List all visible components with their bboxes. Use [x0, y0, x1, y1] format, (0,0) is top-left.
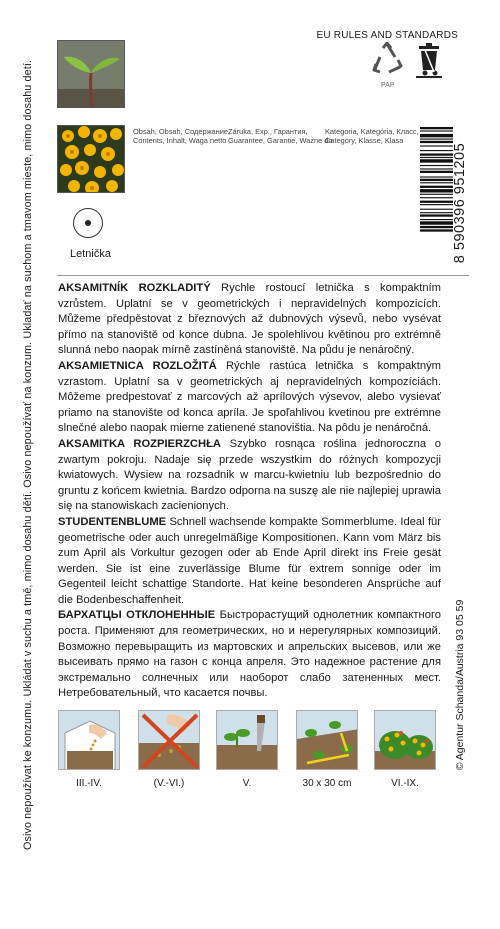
- spacing-icon: [296, 710, 358, 770]
- eu-standards-title: EU RULES AND STANDARDS: [316, 30, 458, 41]
- sowing-indoors-icon: [58, 710, 120, 770]
- marigold-flowers-photo: [57, 125, 125, 193]
- flowering-icon: [374, 710, 436, 770]
- plant-name-czech: AKSAMITNÍK ROZKLADITÝ: [58, 282, 211, 294]
- barcode-number-text: 8 590396 951205: [452, 142, 468, 264]
- plant-name-german: STUDENTENBLUME: [58, 515, 167, 528]
- copyright-vertical: [452, 560, 468, 810]
- step-caption-flowering: VI.-IX.: [391, 778, 419, 789]
- paper-recycling-label: PAP: [381, 82, 395, 89]
- annual-plant-symbol-icon: [73, 208, 103, 238]
- description-text-slovak: Rýchle rastúca letnička s kompaktným vzrastom. Uplatní sa v geometrických aj nepravidelných kompozíciách. Môžeme predpestovať z marcových až aprílových výsevov, alebo vysievať priamo na stanovište od konca apríla. Je spoľahlivou kvetinou pre extrémne slnečné alebo naopak mierne zatienené stanovištia. Na pôdu je nenáročná.: [58, 359, 442, 435]
- storage-warning-vertical: [18, 0, 38, 910]
- copyright-text: © Agentur Schanda/Austria 93 05 59: [454, 599, 466, 771]
- description-text-czech: Rychle rostoucí letnička s kompaktním vzrůstem. Uplatní se v geometrických i nepravidelných kompozicích. Můžeme předpěstovat z březnových až dubnových výsevů, nebo vysévat přímo na stanoviště od konce dubna. Je spolehlivou květinou pro extrémně slunná nebo naopak mírně zastíněná stanoviště. Na půdu je nenáročný.: [58, 282, 441, 357]
- step-flowering: [374, 710, 436, 789]
- description-russian: [58, 608, 441, 702]
- step-caption-spacing: 30 x 30 cm: [302, 778, 352, 789]
- step-caption-direct-sowing: (V.-VI.): [153, 778, 185, 789]
- description-section: [58, 281, 441, 702]
- step-planting-out: [216, 710, 278, 789]
- step-direct-sowing: [138, 710, 200, 789]
- annual-label: Letnička: [70, 248, 111, 260]
- category-field-label: [325, 127, 419, 145]
- recycle-icon: [370, 42, 404, 76]
- direct-sowing-crossed-icon: [138, 710, 200, 770]
- description-polish: [58, 437, 441, 515]
- plant-name-russian: БАРХАТЦЫ ОТКЛОНЕННЫЕ: [58, 609, 216, 622]
- step-caption-planting-out: V.: [242, 778, 252, 789]
- guarantee-field-label: [228, 127, 333, 145]
- plant-name-slovak: AKSAMIETNICA ROZLOŽITÁ: [58, 359, 217, 372]
- description-text-russian: Быстрорастущий однолетник компактного роста. Применяют для геометрических, но и нерегулярных композиций. Возможно перевыращить из мартовских и апрельских высевов, или же высеивать прямо на газон с конца апреля. Это надежное растение для экстремально солнечных или наоборот слабо затененных мест. Нетребовательный, что касается почвы.: [58, 609, 441, 700]
- section-divider: [57, 275, 469, 276]
- barcode-number: [453, 128, 467, 278]
- guarantee-field-text: Záruka, Exp., Гарантия, Guarantee, Garantie, Ważne do: [228, 127, 333, 145]
- category-field-text: Kategoria, Kategória, Класс, Category, Klasse, Klasa: [325, 127, 419, 145]
- description-text-german: Schnell wachsende kompakte Sommerblume. Ideal für geometrische oder auch unregelmäßige Kompositionen. Kann vom März bis zum April als Vorkultur gezogen oder ab Ende April direkt ins Freie gesät werden. Sie ist eine zuverlässige Blume für extrem sonnige oder im Gegenteil leicht schattige Standorte. Hat keine besonderen Ansprüche auf die Bodenbeschaffenheit.: [58, 515, 441, 606]
- seedling-photo: [57, 40, 125, 108]
- step-caption-sowing-indoors: III.-IV.: [76, 778, 102, 789]
- description-text-polish: Szybko rosnąca roślina jednoroczna o zwartym pokroju. Nadaje się przede wszystkim do różnych kompozycji kwiatowych. Wysiew na rozsadnik w marcu-kwietniu lub bezpośrednio do gruntu z końcem kwietnia. Bardzo odporna na suszę ale nie najlepiej uprawia się na stanowiskach zacienionych.: [58, 437, 441, 513]
- storage-warning-text: Osivo nepoužívat ke konzumu. Ukládat v suchu a tmě, mimo dosahu dětí. Osivo nepoužívať na konzum. Ukladať na suchom a tmavom mieste, mimo dosahu detí.: [22, 59, 34, 851]
- contents-field-label: [133, 127, 230, 145]
- step-sowing-indoors: [58, 710, 120, 789]
- planting-out-icon: [216, 710, 278, 770]
- description-slovak: [58, 359, 441, 437]
- step-spacing: [296, 710, 358, 789]
- plant-name-polish: AKSAMITKA ROZPIERZCHŁA: [58, 437, 222, 450]
- description-czech: [58, 281, 441, 359]
- contents-field-text: Obsah, Obsah, Содержание, Contents, Inhalt, Waga netto: [133, 127, 231, 145]
- description-german: [58, 515, 441, 609]
- waste-bin-icon: [416, 42, 442, 78]
